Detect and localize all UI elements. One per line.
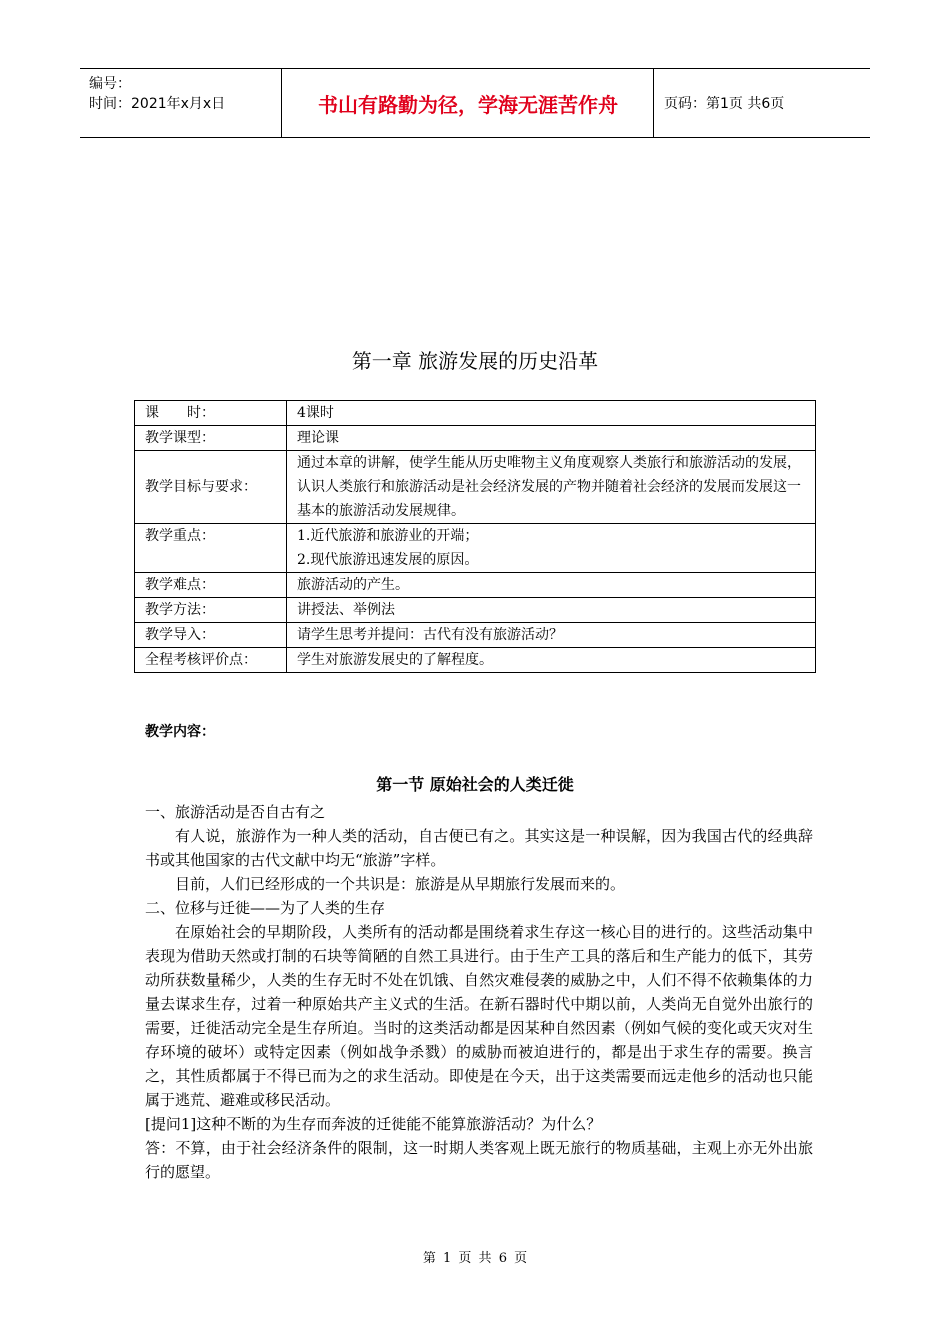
section-title: 第一节 原始社会的人类迁徙 [376,775,574,794]
number-label: 编号： [89,76,131,92]
header-motto: 书山有路勤为径，学海无涯苦作舟 [283,69,654,137]
info-key: 课 时： [135,401,287,426]
info-value: 理论课 [297,430,339,446]
info-value: 1.近代旅游和旅游业的开端； [297,528,479,544]
paragraph: 答：不算，由于社会经济条件的限制，这一时期人类客观上既无旅行的物质基础，主观上亦无外出旅行的愿望。 [145,1139,813,1181]
info-row [135,573,816,598]
time-label: 时间：2021年x月x日 [89,96,226,112]
info-key: 教学课型： [135,426,287,451]
info-key: 教学方法： [135,598,287,623]
info-row [135,451,816,524]
info-value-cell [287,451,816,524]
info-value: 旅游活动的产生。 [297,577,409,593]
paragraph: [提问1]这种不断的为生存而奔波的迁徙能不能算旅游活动？为什么？ [145,1115,602,1133]
info-key: 教学重点： [135,524,287,573]
info-table [134,400,816,673]
page-header [80,68,870,138]
info-value-cell [287,623,816,648]
info-row [135,524,816,573]
info-key: 教学目标与要求： [135,451,287,524]
page-footer: 第 1 页 共 6 页 [422,1251,528,1266]
info-key: 全程考核评价点： [135,648,287,673]
info-value-cell [287,648,816,673]
info-value: 请学生思考并提问：古代有没有旅游活动？ [297,627,563,643]
body-text [145,800,813,1184]
paragraph: 在原始社会的早期阶段，人类所有的活动都是围绕着求生存这一核心目的进行的。这些活动集中表现为借助天然或打制的石块等简陋的自然工具进行。由于生产工具的落后和生产能力的低下，其劳动所获数量稀少，人类的生存无时不处在饥饿、自然灾难侵袭的威胁之中，人们不得不依赖集体的力量去谋求生存，过着一种原始共产主义式的生活。在新石器时代中期以前，人类尚无自觉外出旅行的需要，迁徙活动完全是生存所迫。当时的这类活动都是因某种自然因素（例如气候的变化或天灾对生存环境的破坏）或特定因素（例如战争杀戮）的威胁而被迫进行的，都是出于求生存的需要。换言之，其性质都属于不得已而为之的求生活动。即使是在今天，出于这类需要而远走他乡的活动也只能属于逃荒、避难或移民活动。 [145,923,813,1109]
info-value-cell [287,598,816,623]
info-value: 2.现代旅游迅速发展的原因。 [297,552,479,568]
info-value: 通过本章的讲解，使学生能从历史唯物主义角度观察人类旅行和旅游活动的发展，认识人类旅行和旅游活动是社会经济发展的产物并随着社会经济的发展而发展这一基本的旅游活动发展规律。 [297,455,801,519]
chapter-title: 第一章 旅游发展的历史沿革 [351,349,599,373]
info-value-cell [287,401,816,426]
info-key: 教学难点： [135,573,287,598]
info-value-cell [287,524,816,573]
info-value: 4课时 [297,405,334,421]
info-row [135,648,816,673]
info-value-cell [287,573,816,598]
paragraph: 有人说，旅游作为一种人类的活动，自古便已有之。其实这是一种误解，因为我国古代的经典辞书或其他国家的古代文献中均无“旅游”字样。 [145,827,813,869]
paragraph: 二、位移与迁徙——为了人类的生存 [145,899,386,917]
content-label: 教学内容： [145,724,215,740]
info-row [135,598,816,623]
info-row [135,623,816,648]
paragraph: 一、旅游活动是否自古有之 [145,803,326,821]
paragraph: 目前，人们已经形成的一个共识是：旅游是从早期旅行发展而来的。 [175,875,626,893]
info-row [135,426,816,451]
info-row [135,401,816,426]
info-key: 教学导入： [135,623,287,648]
info-value-cell [287,426,816,451]
header-page-label: 页码：第1页 共6页 [664,96,785,112]
header-meta-cell [80,69,282,137]
info-value: 讲授法、举例法 [297,602,395,618]
info-value: 学生对旅游发展史的了解程度。 [297,652,493,668]
